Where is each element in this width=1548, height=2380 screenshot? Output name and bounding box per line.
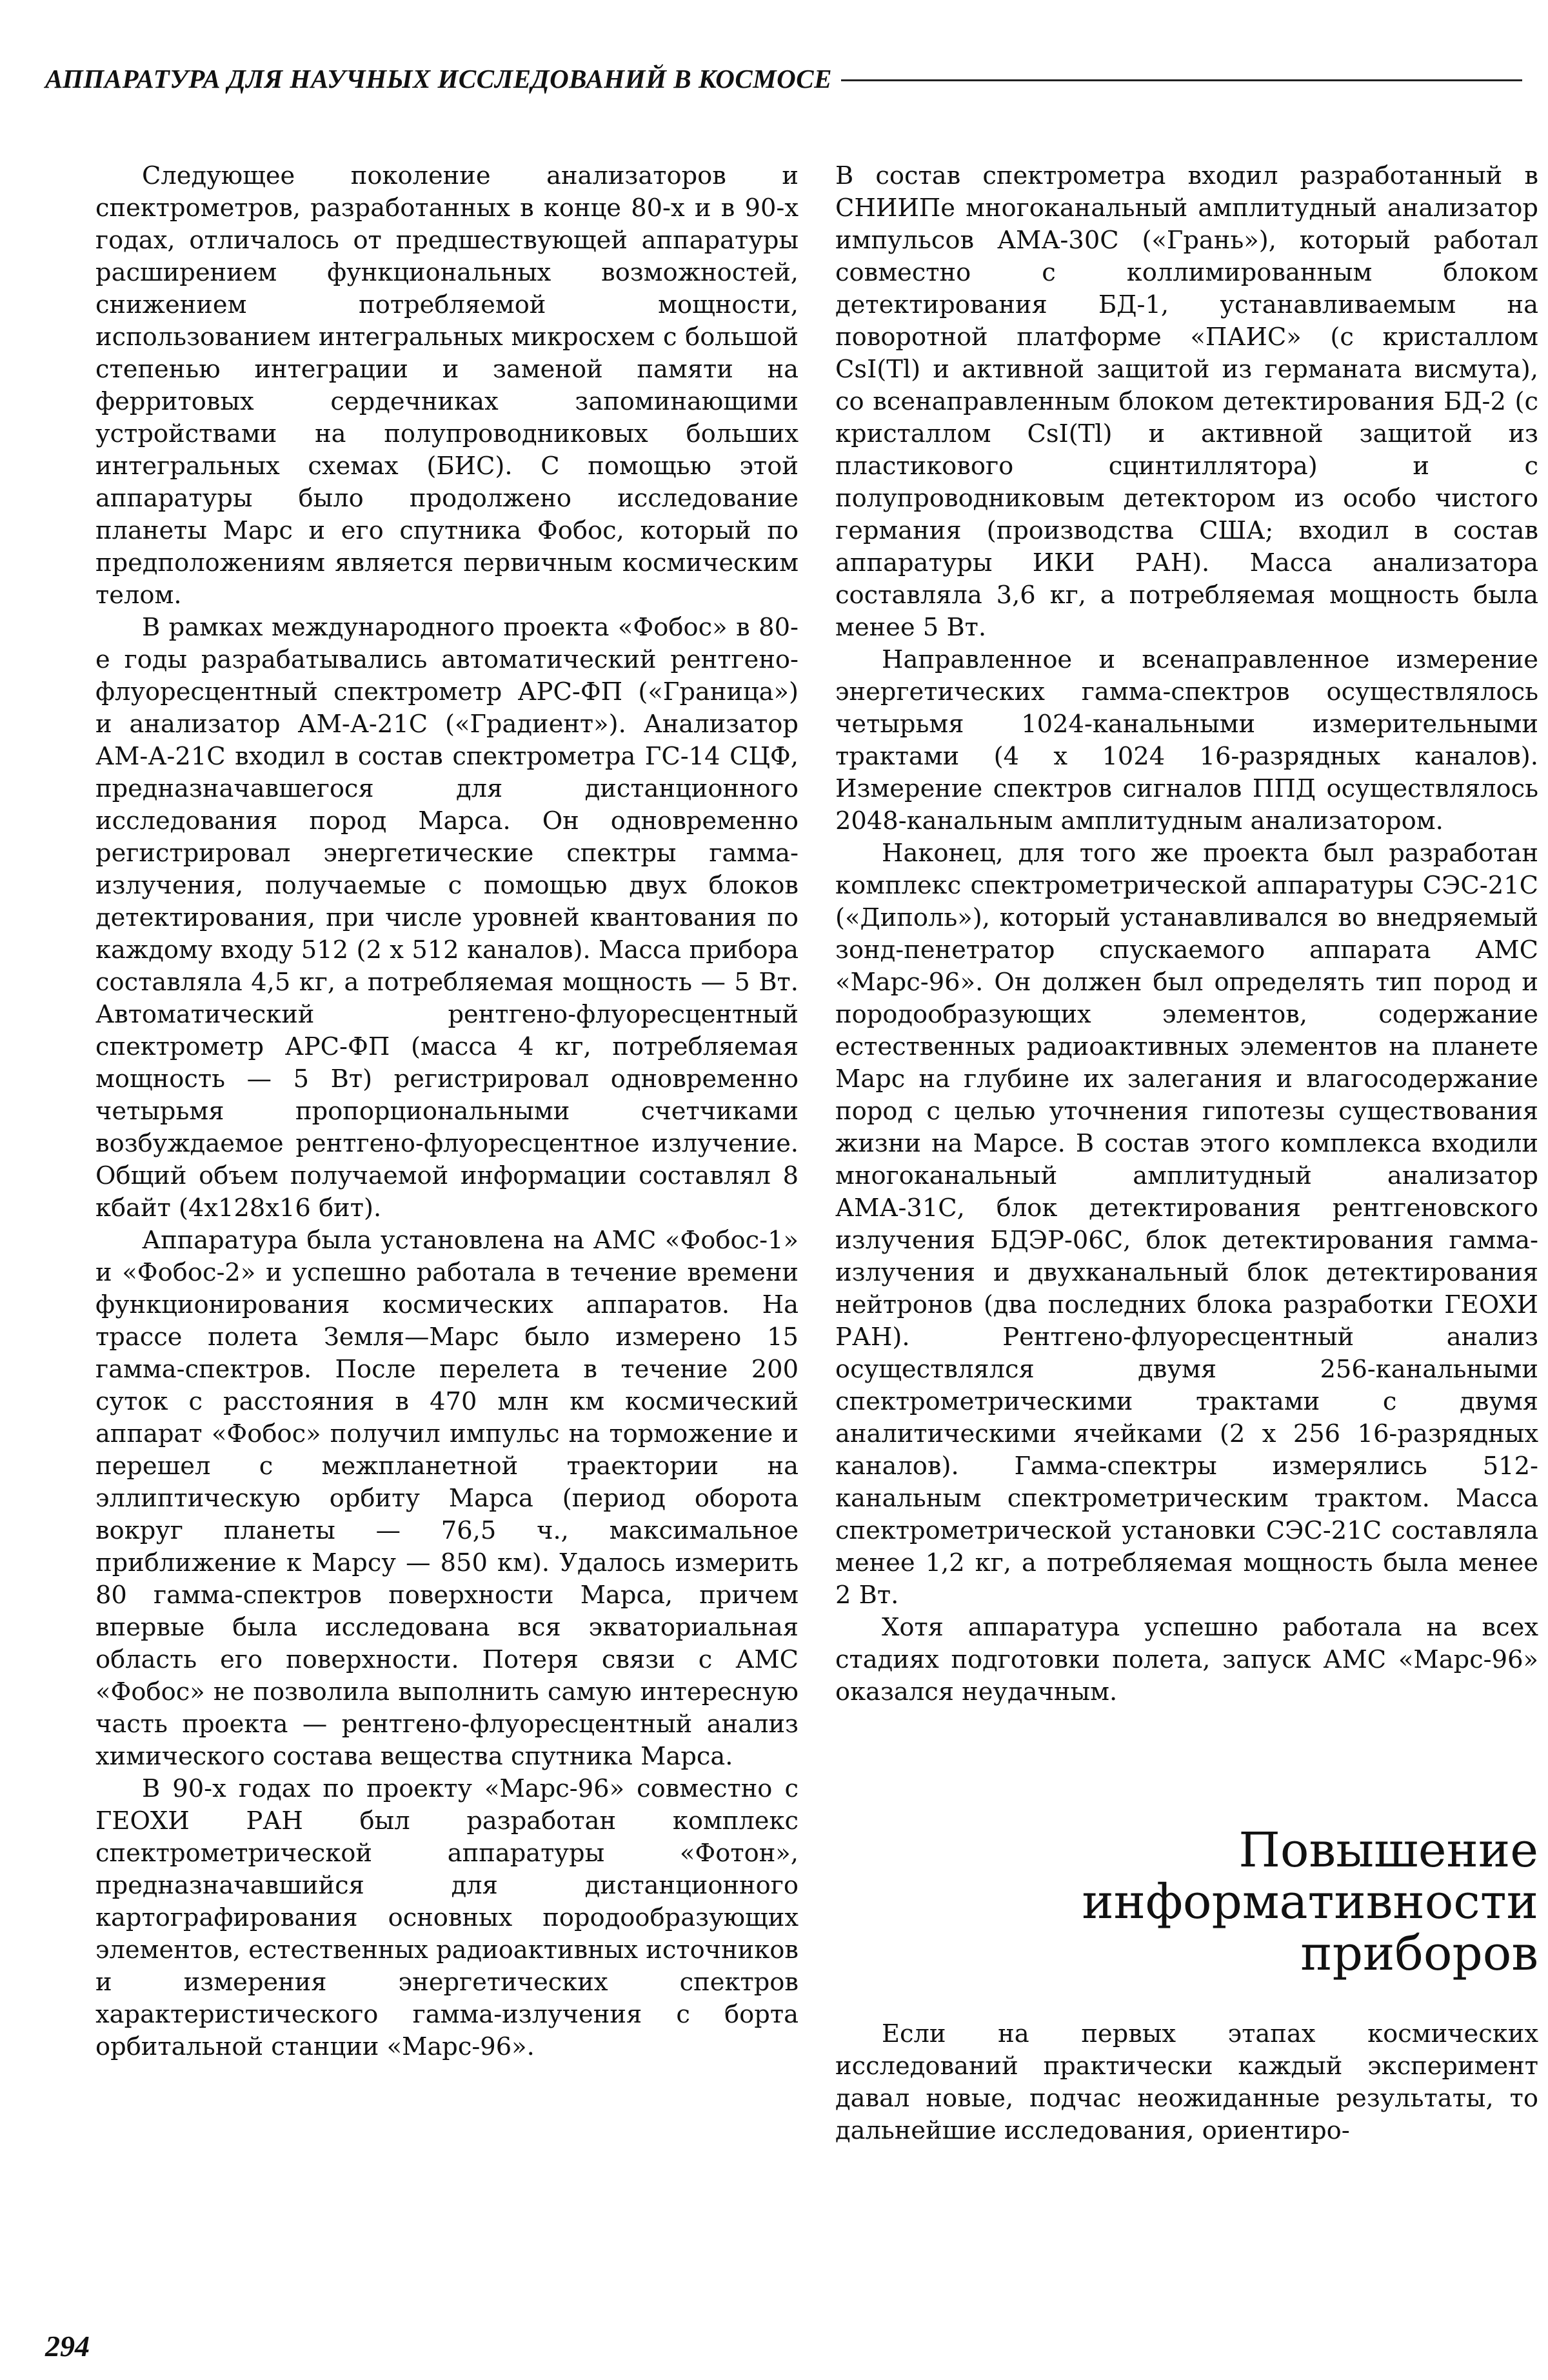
left-paragraph-4: В 90-х годах по проекту «Марс-96» совместно с ГЕОХИ РАН был разработан комплекс спектрометрической аппаратуры «Фотон», предназначавшийся для дистанционного картографирования основных породообразующих элементов, естественных радиоактивных источников и измерения энергетических спектров характеристического гамма-излучения с борта орбитальной станции «Марс-96». <box>95 1774 799 2061</box>
section-heading-line-3: приборов <box>1300 1926 1538 1981</box>
right-column <box>835 160 1538 2147</box>
right-paragraph-1: В состав спектрометра входил разработанный в СНИИПе многоканальный амплитудный анализатор импульсов АМА-30С («Грань»), который работал совместно с коллимированным блоком детектирования БД-1, устанавливаемым на поворотной платформе «ПАИС» (с кристаллом CsI(Tl) и активной защитой из германата висмута), со всенаправленным блоком детектирования БД-2 (с кристаллом CsI(Tl) и активной защитой из пластикового сцинтиллятора) и с полупроводниковым детектором из особо чистого германия (производства США; входил в состав аппаратуры ИКИ РАН). Масса анализатора составляла 3,6 кг, а потребляемая мощность была менее 5 Вт. <box>835 161 1538 642</box>
running-header-title: АППАРАТУРА ДЛЯ НАУЧНЫХ ИССЛЕДОВАНИЙ В КОСМОСЕ <box>45 64 832 94</box>
running-header <box>45 59 1522 98</box>
right-paragraph-2: Направленное и всенаправленное измерение энергетических гамма-спектров осуществлялось четырьмя 1024-канальными измерительными трактами (4 х 1024 16-разрядных каналов). Измерение спектров сигналов ППД осуществлялось 2048-канальным амплитудным анализатором. <box>835 645 1538 835</box>
section-heading <box>835 1825 1538 1979</box>
left-paragraph-3: Аппаратура была установлена на АМС «Фобос-1» и «Фобос-2» и успешно работала в течение времени функционирования космических аппаратов. На трассе полета Земля—Марс было измерено 15 гамма-спектров. После перелета в течение 200 суток с расстояния в 470 млн км космический аппарат «Фобос» получил импульс на торможение и перешел с межпланетной траектории на эллиптическую орбиту Марса (период оборота вокруг планеты — 76,5 ч., максимальное приближение к Марсу — 850 км). Удалось измерить 80 гамма-спектров поверхности Марса, причем впервые была исследована вся экваториальная область его поверхности. Потеря связи с АМС «Фобос» не позволила выполнить самую интересную часть проекта — рентгено-флуоресцентный анализ химического состава вещества спутника Марса. <box>95 1226 799 1771</box>
left-paragraph-1: Следующее поколение анализаторов и спектрометров, разработанных в конце 80-х и в 90-х годах, отличалось от предшествующей аппаратуры расширением функциональных возможностей, снижением потребляемой мощности, использованием интегральных микросхем с большой степенью интеграции и заменой памяти на ферритовых сердечниках запоминающими устройствами на полупроводниковых больших интегральных схемах (БИС). С помощью этой аппаратуры было продолжено исследование планеты Марс и его спутника Фобос, который по предположениям является первичным космическим телом. <box>95 161 799 610</box>
left-column <box>95 160 799 2063</box>
closing-paragraph: Если на первых этапах космических исследований практически каждый эксперимент давал новые, подчас неожиданные результаты, то дальнейшие исследования, ориентиро- <box>835 2019 1538 2145</box>
left-paragraph-2: В рамках международного проекта «Фобос» в 80-е годы разрабатывались автоматический рентгено-флуоресцентный спектрометр АРС-ФП («Граница») и анализатор АМ-А-21С («Градиент»). Анализатор АМ-А-21С входил в состав спектрометра ГС-14 СЦФ, предназначавшегося для дистанционного исследования пород Марса. Он одновременно регистрировал энергетические спектры гамма-излучения, получаемые с помощью двух блоков детектирования, при числе уровней квантования по каждому входу 512 (2 х 512 каналов). Масса прибора составляла 4,5 кг, а потребляемая мощность — 5 Вт. Автоматический рентгено-флуоресцентный спектрометр АРС-ФП (масса 4 кг, потребляемая мощность — 5 Вт) регистрировал одновременно четырьмя пропорциональными счетчиками возбуждаемое рентгено-флуоресцентное излучение. Общий объем получаемой информации составлял 8 кбайт (4х128х16 бит). <box>95 613 799 1223</box>
page-number: 294 <box>45 2330 90 2363</box>
right-paragraph-3: Наконец, для того же проекта был разработан комплекс спектрометрической аппаратуры СЭС-21С («Диполь»), который устанавливался во внедряемый зонд-пенетратор спускаемого аппарата АМС «Марс-96». Он должен был определять тип пород и породообразующих элементов, содержание естественных радиоактивных элементов на планете Марс на глубине их залегания и влагосодержание пород с целью уточнения гипотезы существования жизни на Марсе. В состав этого комплекса входили многоканальный амплитудный анализатор АМА-31С, блок детектирования рентгеновского излучения БДЭР-06С, блок детектирования гамма-излучения и двухканальный блок детектирования нейтронов (два последних блока разработки ГЕОХИ РАН). Рентгено-флуоресцентный анализ осуществлялся двумя 256-канальными спектрометрическими трактами с двумя аналитическими ячейками (2 х 256 16-разрядных каналов). Гамма-спектры измерялись 512-канальным спектрометрическим трактом. Масса спектрометрической установки СЭС-21С составляла менее 1,2 кг, а потребляемая мощность была менее 2 Вт. <box>835 839 1538 1610</box>
section-heading-line-2: информативности <box>1082 1874 1538 1930</box>
right-paragraph-4: Хотя аппаратура успешно работала на всех стадиях подготовки полета, запуск АМС «Марс-96» оказался неудачным. <box>835 1613 1538 1706</box>
header-rule <box>841 79 1522 81</box>
section-heading-line-1: Повышение <box>1238 1823 1538 1878</box>
